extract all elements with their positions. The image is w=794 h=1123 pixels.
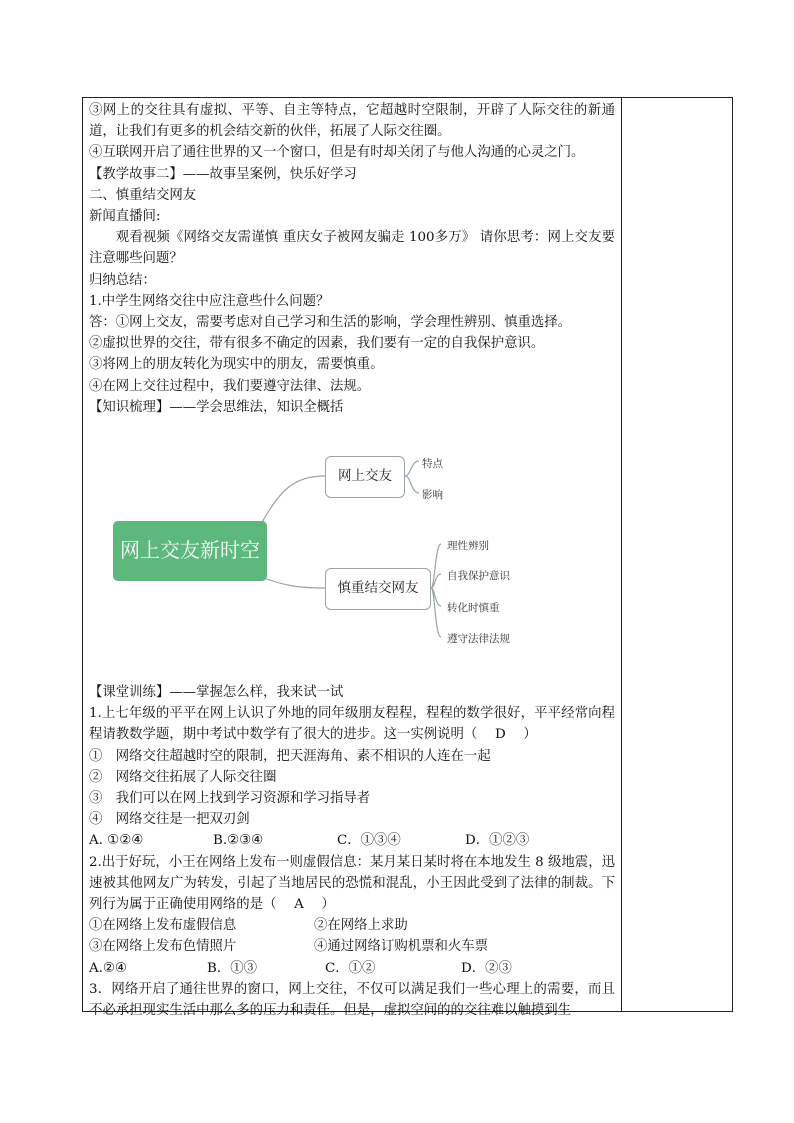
lesson-table <box>82 97 733 1019</box>
column-divider <box>621 98 622 1011</box>
lesson-content <box>89 100 615 1021</box>
statement-item: ① 网络交往超越时空的限制，把天涯海角、素不相识的人连在一起 <box>89 748 491 764</box>
option: B．①③ <box>207 960 258 976</box>
video-prompt: 观看视频《网络交友需谨慎 重庆女子被网友骗走 100多万》 请你思考：网上交友要注意哪些问题？ <box>89 230 615 267</box>
statement-row <box>89 915 615 936</box>
question-stem: 2.出于好玩，小王在网络上发布一则虚假信息：某月某日某时将在本地发生 8 级地震，迅速被其他网友广为转发，引起了当地居民的恐慌和混乱，小王因此受到了法律的制裁。下列行为属于正确使用网络的是（ A ） <box>89 854 615 913</box>
mind-map-root: 网上交友新时空 <box>113 521 267 581</box>
option: A. ①②④ <box>89 833 144 849</box>
option: B.②③④ <box>213 833 264 849</box>
answer-line: 答：①网上交友，需要考虑对自己学习和生活的影响，学会理性辨别、慎重选择。 <box>89 315 572 331</box>
statement-row <box>89 936 615 957</box>
mind-map-leaf: 特点 <box>422 458 443 471</box>
mind-map-leaf: 自我保护意识 <box>447 570 510 583</box>
option: D．①②③ <box>465 833 530 849</box>
summary-label: 归纳总结： <box>89 272 156 288</box>
option: A.②④ <box>89 960 127 976</box>
statement-item: ② 网络交往拓展了人际交往圈 <box>89 769 277 785</box>
mind-map-branch: 网上交友 <box>325 456 405 498</box>
mind-map-branch: 慎重结交网友 <box>325 568 431 610</box>
answer-line: ②虚拟世界的交往，带有很多不确定的因素，我们要有一定的自我保护意识。 <box>89 336 545 352</box>
statement-item: ③在网络上发布色情照片 <box>89 939 237 955</box>
statement-item: ③ 我们可以在网上找到学习资源和学习指导者 <box>89 791 371 807</box>
option: D．②③ <box>461 960 512 976</box>
mind-map-leaf: 理性辨别 <box>447 540 489 553</box>
answer-line: ③将网上的朋友转化为现实中的朋友，需要慎重。 <box>89 357 384 373</box>
section-heading: 二、慎重结交网友 <box>89 187 197 203</box>
statement-item: ①在网络上发布虚假信息 <box>89 918 237 934</box>
question-stem: 1.上七年级的平平在网上认识了外地的同年级朋友程程，程程的数学很好，平平经常向程程请教数学题，期中考试中数学有了很大的进步。这一实例说明（ D ） <box>89 706 615 743</box>
statement-item: ②在网络上求助 <box>314 918 408 934</box>
mind-map-leaf: 遵守法律法规 <box>447 633 510 646</box>
option: C．①③④ <box>337 833 401 849</box>
question-stem: 3．网络开启了通往世界的窗口，网上交往，不仅可以满足我们一些心理上的需要，而且不必承担现实生活中那么多的压力和责任。但是，虚拟空间的的交往难以触摸到生 <box>89 981 615 1019</box>
statement-item: ④ 网络交往是一把双刃剑 <box>89 812 250 828</box>
mind-map-leaf: 影响 <box>422 489 443 502</box>
mind-map-leaf: 转化时慎重 <box>447 602 500 615</box>
answer-options <box>89 958 615 979</box>
training-heading: 【课堂训练】——掌握怎么样，我来试一试 <box>89 685 344 701</box>
knowledge-heading: 【知识梳理】——学会思维法，知识全概括 <box>89 399 344 415</box>
option: C．①② <box>325 960 376 976</box>
answer-line: ④在网上交往过程中，我们要遵守法律、法规。 <box>89 378 371 394</box>
text-line: ③网上的交往具有虚拟、平等、自主等特点，它超越时空限制，开辟了人际交往的新通道，让我们有更多的机会结交新的伙伴，拓展了人际交往圈。 <box>89 103 615 140</box>
news-label: 新闻直播间: <box>89 209 161 225</box>
mind-map <box>89 418 615 682</box>
story-heading: 【教学故事二】——故事呈案例，快乐好学习 <box>89 166 357 182</box>
text-line: ④互联网开启了通往世界的又一个窗口，但是有时却关闭了与他人沟通的心灵之门。 <box>89 145 585 161</box>
answer-options <box>89 830 615 851</box>
statement-item: ④通过网络订购机票和火车票 <box>314 939 489 955</box>
question: 1.中学生网络交往中应注意些什么问题？ <box>89 293 330 309</box>
